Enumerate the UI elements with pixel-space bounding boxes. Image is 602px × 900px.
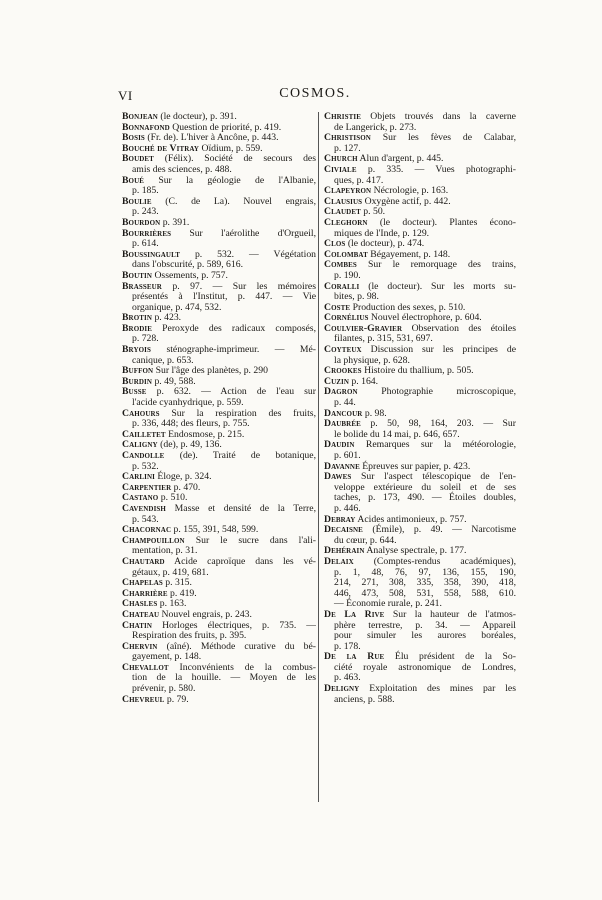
entry-text: canique, p. 653. (132, 354, 194, 366)
entry-text: p. 532. — Végétation (194, 248, 317, 260)
entry-text: (le docteur), p. 474. (347, 238, 425, 250)
entry-text: p. 463. (334, 672, 361, 684)
entry-text: (de). Traité de botanique, (179, 450, 316, 461)
entry-text: p. 190. (334, 269, 361, 281)
entry-name: Chacornac (122, 524, 172, 536)
entry-name: Clausius (324, 195, 363, 207)
index-entry (122, 324, 316, 345)
entry-text: p. 127. (334, 142, 361, 154)
entry-name: Brodie (122, 322, 153, 334)
entry-text: Endosmose, p. 215. (168, 428, 245, 440)
entry-text: Question de priorité, p. 419. (172, 121, 282, 133)
entry-name: Cornélius (324, 312, 369, 324)
entry-text: p. 335. — Vues photographi- (367, 163, 516, 175)
entry-name: Chautard (122, 555, 165, 567)
column-divider (318, 112, 319, 802)
index-entry (324, 112, 516, 133)
entry-text: tion de la houille. — Moyen de les (132, 672, 316, 684)
index-entry (324, 218, 516, 239)
index-entry (122, 345, 316, 366)
entry-text: Nouvel électrophore, p. 604. (370, 312, 482, 324)
entry-text: phère terrestre, p. 34. — Appareil (334, 619, 516, 631)
index-entry (324, 260, 516, 281)
index-entry (122, 663, 316, 695)
entry-name: Chateau (122, 608, 160, 620)
index-entry (324, 419, 516, 440)
entry-text: Sur la respiration des fruits, (171, 407, 316, 419)
entry-name: Christison (324, 132, 371, 144)
entry-text: Nouvel engrais, p. 243. (161, 608, 252, 620)
entry-text: p. 419. (170, 587, 197, 599)
entry-text: Sur l'âge des planètes, p. 290 (155, 365, 268, 377)
entry-text: p. 423. (154, 312, 182, 324)
entry-text: p. 98. (364, 407, 387, 419)
entry-name: Bouché de Vitray (122, 142, 200, 154)
entry-text: Sur les fèves de Calabar, (382, 132, 516, 144)
entry-name: Chervin (122, 640, 158, 652)
entry-text: p. 446. (334, 502, 361, 514)
entry-text: veloppe extérieure du soleil et de ses (334, 481, 516, 493)
entry-text: p. 470. (173, 481, 201, 493)
index-entry (122, 557, 316, 578)
entry-text: Histoire du thallium, p. 505. (364, 365, 474, 377)
entry-text: (de), p. 49, 136. (160, 439, 222, 451)
entry-text: p. 336, 448; des fleurs, p. 755. (132, 418, 250, 430)
entry-text: Objets trouvés dans la caverne (370, 111, 516, 122)
entry-text: p. 164. (351, 375, 379, 387)
entry-text: p. 44. (334, 397, 356, 409)
entry-text: taches, p. 173, 490. — Étoiles doubles, (334, 492, 516, 504)
entry-name: Cahours (122, 407, 160, 419)
entry-text: p. 97. — Sur les mémoires (172, 280, 317, 292)
index-entry (122, 621, 316, 642)
entry-name: Davanne (324, 460, 360, 472)
entry-name: Christie (324, 111, 361, 122)
entry-name: Crookes (324, 365, 362, 377)
index-entry (324, 610, 516, 652)
entry-name: Bonjean (122, 111, 158, 122)
entry-text: (Fr. de). L'hiver à Ancône, p. 443. (147, 132, 279, 144)
entry-name: Dancour (324, 407, 363, 419)
index-entry (324, 165, 516, 186)
entry-text: Sur le remorquage des trains, (368, 259, 516, 271)
entry-text: Acide caproïque dans les vé- (174, 555, 317, 567)
entry-text: Observation des étoiles (411, 322, 516, 334)
entry-name: Carlini (122, 471, 155, 483)
index-entry (324, 133, 516, 154)
entry-name: Clos (324, 238, 346, 250)
entry-text: p. 185. (132, 185, 159, 197)
index-entry (122, 642, 316, 663)
entry-name: Boué (122, 174, 145, 186)
entry-text: Bégayement, p. 148. (370, 248, 451, 260)
entry-text: — Économie rurale, p. 241. (334, 598, 442, 610)
index-entry (324, 345, 516, 366)
entry-name: Busse (122, 386, 147, 398)
entry-text: p. 163. (159, 598, 187, 610)
right-column (324, 112, 516, 705)
entry-text: Masse et densité de la Terre, (174, 502, 317, 514)
index-entry (324, 472, 516, 514)
entry-name: Champouillon (122, 534, 185, 546)
entry-text: (le docteur). Plantes écono- (379, 216, 517, 228)
entry-name: Chasles (122, 598, 158, 610)
entry-name: Brotin (122, 312, 153, 324)
entry-name: Castano (122, 492, 159, 504)
entry-text: organique, p. 474, 532. (132, 301, 222, 313)
index-entry (122, 197, 316, 218)
entry-text: p. 391. (162, 216, 190, 228)
entry-text: Sur l'aspect télescopique de l'en- (360, 471, 517, 483)
entry-name: Debray (324, 513, 356, 525)
index-entry (324, 440, 516, 461)
entry-name: De la Rue (324, 651, 385, 663)
entry-text: Horloges électriques, p. 735. — (162, 619, 316, 631)
entry-text: Remarques sur la météorologie, (365, 439, 516, 451)
entry-text: anciens, p. 588. (334, 693, 395, 705)
left-column (122, 112, 316, 705)
entry-text: sténographe-imprimeur. — Mé- (166, 344, 316, 356)
entry-text: Discussion sur les principes de (370, 344, 517, 356)
entry-name: Cleghorn (324, 216, 368, 228)
entry-text: p. 728. (132, 333, 159, 345)
entry-name: Church (324, 153, 358, 165)
entry-text: Photographie microscopique, (381, 386, 516, 398)
entry-name: Boussingault (122, 248, 180, 260)
index-entry (324, 557, 516, 610)
entry-name: Bourdon (122, 216, 161, 228)
entry-name: Cailletet (122, 428, 166, 440)
entry-name: Bourrières (122, 227, 172, 239)
entry-name: Dagron (324, 386, 358, 398)
entry-name: Claudet (324, 206, 361, 218)
entry-text: ciété royale astronomique de Londres, (334, 661, 516, 673)
entry-text: Sur la géologie de l'Albanie, (158, 174, 316, 186)
index-entry (122, 154, 316, 175)
entry-name: Cuzin (324, 375, 349, 387)
index-entry (122, 695, 316, 706)
entry-name: Decaisne (324, 524, 363, 536)
entry-text: p. 79. (166, 693, 189, 705)
entry-text: Inconvénients de la combus- (179, 661, 316, 673)
entry-name: Coyteux (324, 344, 362, 356)
entry-name: Buffon (122, 365, 154, 377)
index-entry (324, 324, 516, 345)
entry-name: Coste (324, 301, 351, 313)
index-entry (122, 250, 316, 271)
entry-text: 446, 473, 508, 531, 558, 588, 610. (334, 587, 516, 599)
entry-text: p. 155, 391, 548, 599. (173, 524, 259, 536)
entry-text: p. 49, 588. (154, 375, 196, 387)
entry-name: Candolle (122, 450, 165, 461)
entry-name: Chapelas (122, 577, 163, 589)
entry-name: Bonnafond (122, 121, 170, 133)
entry-name: Chatin (122, 619, 153, 631)
entry-name: De La Rive (324, 608, 385, 620)
entry-text: Sur la hauteur de l'atmos- (392, 608, 516, 620)
entry-text: Élu président de la So- (394, 651, 517, 663)
entry-name: Colombat (324, 248, 368, 260)
entry-text: gétaux, p. 419, 681. (132, 566, 209, 578)
entry-text: Sur l'aérolithe d'Orgueil, (189, 227, 316, 239)
entry-name: Combes (324, 259, 357, 271)
entry-name: Daubrée (324, 418, 361, 430)
index-entry (324, 652, 516, 684)
entry-name: Deligny (324, 683, 360, 695)
index-entry (122, 176, 316, 197)
entry-text: Production des sexes, p. 510. (352, 301, 466, 313)
entry-name: Coralli (324, 280, 360, 292)
entry-text: p. 50, 98, 164, 203. — Sur (370, 418, 516, 430)
entry-text: Éloge, p. 324. (157, 471, 212, 483)
entry-text: présentés à l'Institut, p. 447. — Vie (132, 291, 316, 303)
entry-text: filantes, p. 315, 531, 697. (334, 333, 433, 345)
index-entry (324, 684, 516, 705)
entry-name: Civiale (324, 163, 357, 175)
entry-name: Coulvier-Gravier (324, 322, 403, 334)
entry-name: Caligny (122, 439, 158, 451)
entry-text: Nécrologie, p. 163. (373, 185, 449, 197)
entry-text: gayement, p. 148. (132, 651, 202, 663)
entry-name: Chevreul (122, 693, 165, 705)
entry-text: Exploitation des mines par les (369, 683, 517, 695)
entry-text: bites, p. 98. (334, 291, 379, 303)
entry-text: p. 543. (132, 513, 159, 525)
entry-name: Boulie (122, 195, 152, 207)
entry-text: p. 532. (132, 460, 159, 472)
entry-text: miques de l'Inde, p. 129. (334, 227, 430, 239)
entry-text: p. 243. (132, 206, 159, 218)
entry-name: Cavendish (122, 502, 166, 514)
index-entry (122, 536, 316, 557)
entry-text: p. 510. (160, 492, 188, 504)
entry-text: (aîné). Méthode curative du bé- (166, 640, 317, 652)
entry-text: Ossements, p. 757. (154, 269, 228, 281)
index-entry (122, 282, 316, 314)
index-entry (324, 387, 516, 408)
entry-name: Clapeyron (324, 185, 372, 197)
entry-text: mentation, p. 31. (132, 545, 198, 557)
entry-text: p. 1, 48, 76, 97, 136, 155, 190, (334, 566, 516, 578)
index-entry (324, 525, 516, 546)
entry-text: (Émile), p. 49. — Narcotisme (372, 524, 516, 536)
entry-text: dans l'obscurité, p. 589, 616. (132, 259, 243, 271)
entry-text: (le docteur). Sur les morts su- (368, 280, 516, 292)
entry-name: Daudin (324, 439, 355, 451)
entry-name: Boudet (122, 153, 154, 165)
entry-text: Oïdium, p. 559. (201, 142, 263, 154)
entry-text: p. 601. (334, 450, 361, 461)
entry-name: Carpentier (122, 481, 172, 493)
entry-text: la physique, p. 628. (334, 354, 410, 366)
entry-text: Alun d'argent, p. 445. (359, 153, 444, 165)
entry-name: Boutin (122, 269, 153, 281)
entry-name: Brasseur (122, 280, 162, 292)
index-entry (122, 451, 316, 472)
entry-name: Charrière (122, 587, 168, 599)
running-title: COSMOS. (279, 86, 351, 101)
entry-text: prévenir, p. 580. (132, 683, 196, 695)
entry-text: p. 178. (334, 640, 361, 652)
entry-text: Respiration des fruits, p. 395. (132, 630, 247, 642)
entry-text: Acides antimonieux, p. 757. (357, 513, 467, 525)
entry-text: p. 315. (165, 577, 192, 589)
entry-name: Dawes (324, 471, 352, 483)
entry-name: Dehérain (324, 545, 365, 557)
entry-text: ques, p. 417. (334, 174, 384, 186)
entry-text: de Langerick, p. 273. (334, 121, 417, 133)
entry-text: Sur le sucre dans l'ali- (195, 534, 317, 546)
entry-text: (le docteur), p. 391. (160, 111, 237, 122)
entry-text: amis des sciences, p. 488. (132, 163, 232, 175)
entry-text: p. 614. (132, 238, 159, 250)
index-entry (122, 229, 316, 250)
index-entry (122, 387, 316, 408)
entry-name: Bryois (122, 344, 151, 356)
entry-text: Épreuves sur papier, p. 423. (362, 460, 471, 472)
index-entry (122, 504, 316, 525)
entry-text: l'acide cyanhydrique, p. 559. (132, 397, 244, 409)
entry-text: du cœur, p. 644. (334, 534, 397, 546)
entry-text: le bolide du 14 mai, p. 646, 657. (334, 428, 460, 440)
page-number: VI (118, 88, 133, 103)
entry-name: Bosis (122, 132, 145, 144)
entry-text: (C. de La). Nouvel engrais, (165, 195, 316, 207)
index-entry (324, 282, 516, 303)
entry-name: Burdin (122, 375, 153, 387)
entry-text: Analyse spectrale, p. 177. (366, 545, 467, 557)
entry-text: (Comptes-rendus académiques), (373, 555, 516, 567)
entry-name: Delaix (324, 555, 354, 567)
entry-text: Peroxyde des radicaux composés, (162, 322, 316, 334)
entry-text: 214, 271, 308, 335, 358, 390, 418, (334, 577, 516, 589)
entry-text: Oxygène actif, p. 442. (364, 195, 451, 207)
entry-text: p. 50. (363, 206, 386, 218)
entry-text: pour simuler les aurores boréales, (334, 630, 516, 642)
entry-text: p. 632. — Action de l'eau sur (156, 386, 317, 398)
entry-text: (Félix). Société de secours des (164, 153, 317, 165)
entry-name: Chevallot (122, 661, 169, 673)
index-entry (122, 409, 316, 430)
